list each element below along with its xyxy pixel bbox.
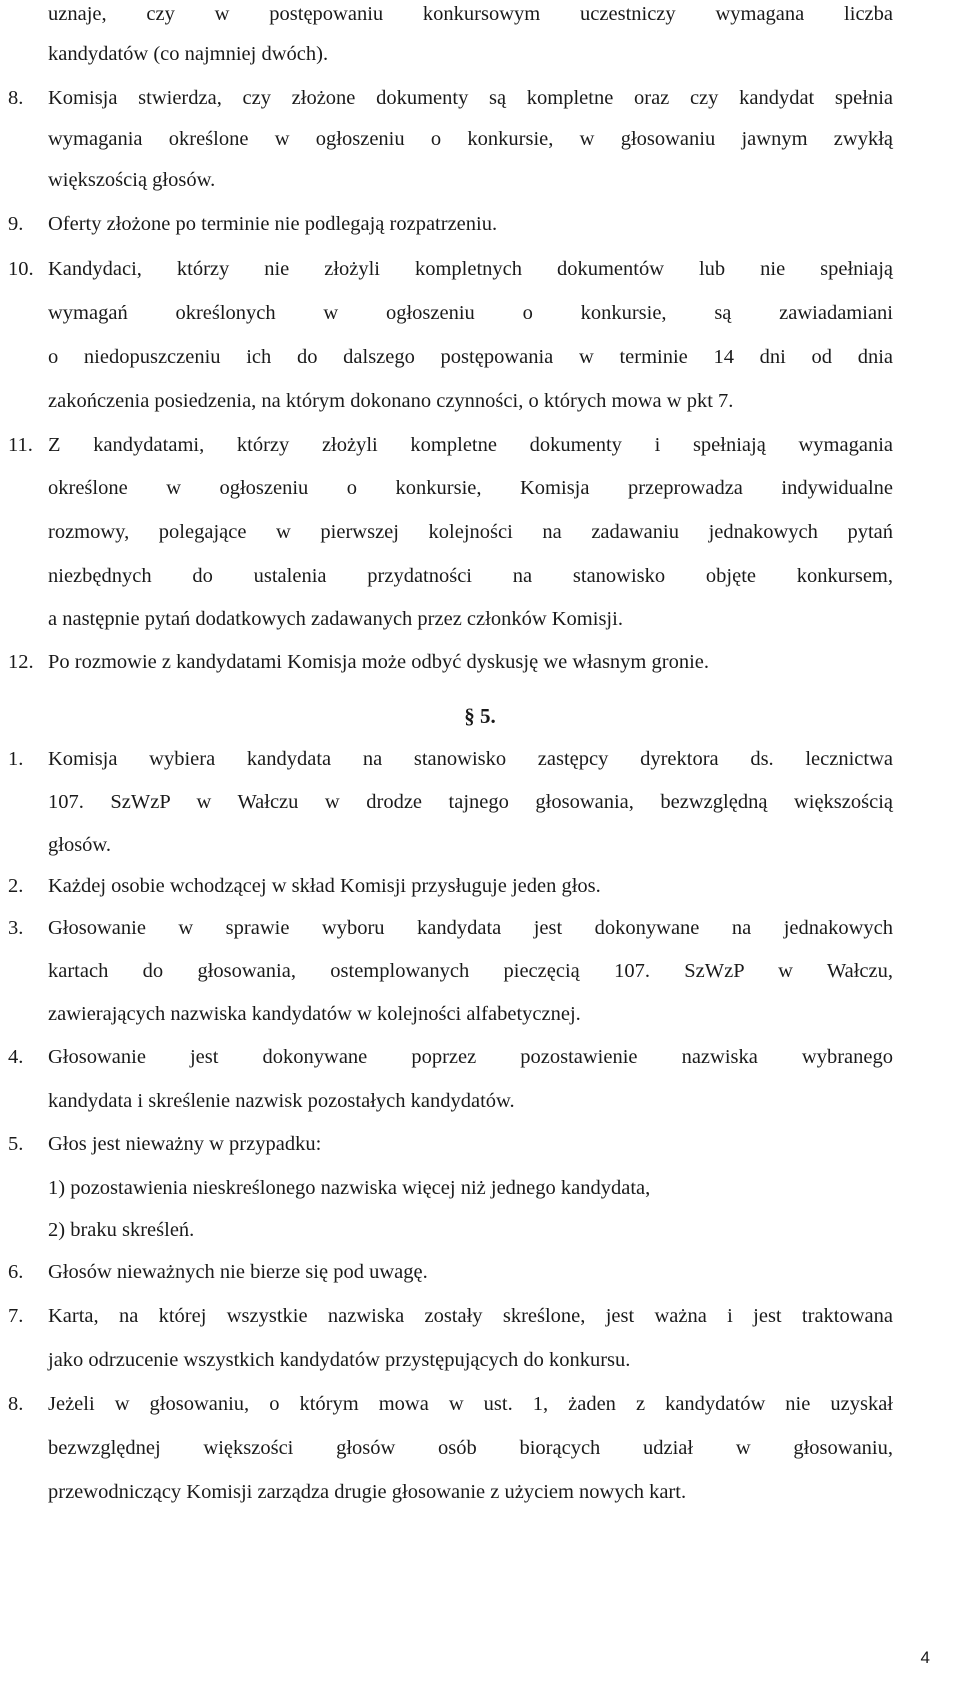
- text-line: zawierających nazwiska kandydatów w kolejności alfabetycznej.: [48, 1003, 581, 1025]
- text-line: bezwzględnej większości głosów osób biorących udział w głosowaniu,: [48, 1437, 893, 1459]
- item-number: 8.: [8, 1393, 24, 1415]
- text-line: Kandydaci, którzy nie złożyli kompletnych dokumentów lub nie spełniają: [48, 258, 893, 280]
- text-line: rozmowy, polegające w pierwszej kolejności na zadawaniu jednakowych pytań: [48, 521, 893, 543]
- item-number: 3.: [8, 917, 24, 939]
- item-number: 12.: [8, 651, 34, 673]
- page-number: 4: [920, 1648, 930, 1667]
- text-line: Głosowanie jest dokonywane poprzez pozostawienie nazwiska wybranego: [48, 1046, 893, 1068]
- text-line: Głosowanie w sprawie wyboru kandydata jest dokonywane na jednakowych: [48, 917, 893, 939]
- text-line: wymagań określonych w ogłoszeniu o konkursie, są zawiadamiani: [48, 302, 893, 324]
- sub-item: 1) pozostawienia nieskreślonego nazwiska więcej niż jednego kandydata,: [48, 1177, 651, 1199]
- text-line: Każdej osobie wchodzącej w skład Komisji przysługuje jeden głos.: [48, 875, 601, 897]
- text-line: jako odrzucenie wszystkich kandydatów przystępujących do konkursu.: [48, 1349, 631, 1371]
- text-line: Głos jest nieważny w przypadku:: [48, 1133, 322, 1155]
- item-number: 5.: [8, 1133, 24, 1155]
- text-line: Po rozmowie z kandydatami Komisja może odbyć dyskusję we własnym gronie.: [48, 651, 709, 673]
- text-line: Z kandydatami, którzy złożyli kompletne dokumenty i spełniają wymagania: [48, 434, 893, 456]
- text-line: o niedopuszczeniu ich do dalszego postępowania w terminie 14 dni od dnia: [48, 346, 893, 368]
- item-number: 4.: [8, 1046, 24, 1068]
- item-number: 2.: [8, 875, 24, 897]
- text-line: Komisja wybiera kandydata na stanowisko zastępcy dyrektora ds. lecznictwa: [48, 748, 893, 770]
- text-line: kartach do głosowania, ostemplowanych pieczęcią 107. SzWzP w Wałczu,: [48, 960, 893, 982]
- item-number: 9.: [8, 213, 24, 235]
- text-line: Komisja stwierdza, czy złożone dokumenty są kompletne oraz czy kandydat spełnia: [48, 87, 893, 109]
- section-heading: § 5.: [464, 704, 496, 728]
- text-line: Jeżeli w głosowaniu, o którym mowa w ust. 1, żaden z kandydatów nie uzyskał: [48, 1393, 893, 1415]
- text-line: Oferty złożone po terminie nie podlegają rozpatrzeniu.: [48, 213, 498, 235]
- text-line: Karta, na której wszystkie nazwiska zostały skreślone, jest ważna i jest traktowana: [48, 1305, 893, 1327]
- sub-item: 2) braku skreśleń.: [48, 1219, 195, 1241]
- text-line: Głosów nieważnych nie bierze się pod uwagę.: [48, 1261, 428, 1283]
- text-line: zakończenia posiedzenia, na którym dokonano czynności, o których mowa w pkt 7.: [48, 390, 734, 412]
- text-line: kandydatów (co najmniej dwóch).: [48, 43, 329, 65]
- text-line: kandydata i skreślenie nazwisk pozostałych kandydatów.: [48, 1090, 515, 1112]
- text-line: a następnie pytań dodatkowych zadawanych przez członków Komisji.: [48, 608, 623, 630]
- item-number: 8.: [8, 87, 24, 109]
- text-line: głosów.: [48, 834, 112, 856]
- item-number: 7.: [8, 1305, 24, 1327]
- text-line: większością głosów.: [48, 169, 216, 191]
- text-line: przewodniczący Komisji zarządza drugie głosowanie z użyciem nowych kart.: [48, 1481, 687, 1503]
- text-line: uznaje, czy w postępowaniu konkursowym uczestniczy wymagana liczba: [48, 3, 893, 25]
- text-line: niezbędnych do ustalenia przydatności na stanowisko objęte konkursem,: [48, 565, 893, 587]
- item-number: 6.: [8, 1261, 24, 1283]
- text-line: wymagania określone w ogłoszeniu o konkursie, w głosowaniu jawnym zwykłą: [48, 128, 893, 150]
- text-line: 107. SzWzP w Wałczu w drodze tajnego głosowania, bezwzględną większością: [48, 791, 893, 813]
- item-number: 10.: [8, 258, 34, 280]
- item-number: 11.: [8, 434, 33, 456]
- item-number: 1.: [8, 748, 24, 770]
- text-line: określone w ogłoszeniu o konkursie, Komisja przeprowadza indywidualne: [48, 477, 893, 499]
